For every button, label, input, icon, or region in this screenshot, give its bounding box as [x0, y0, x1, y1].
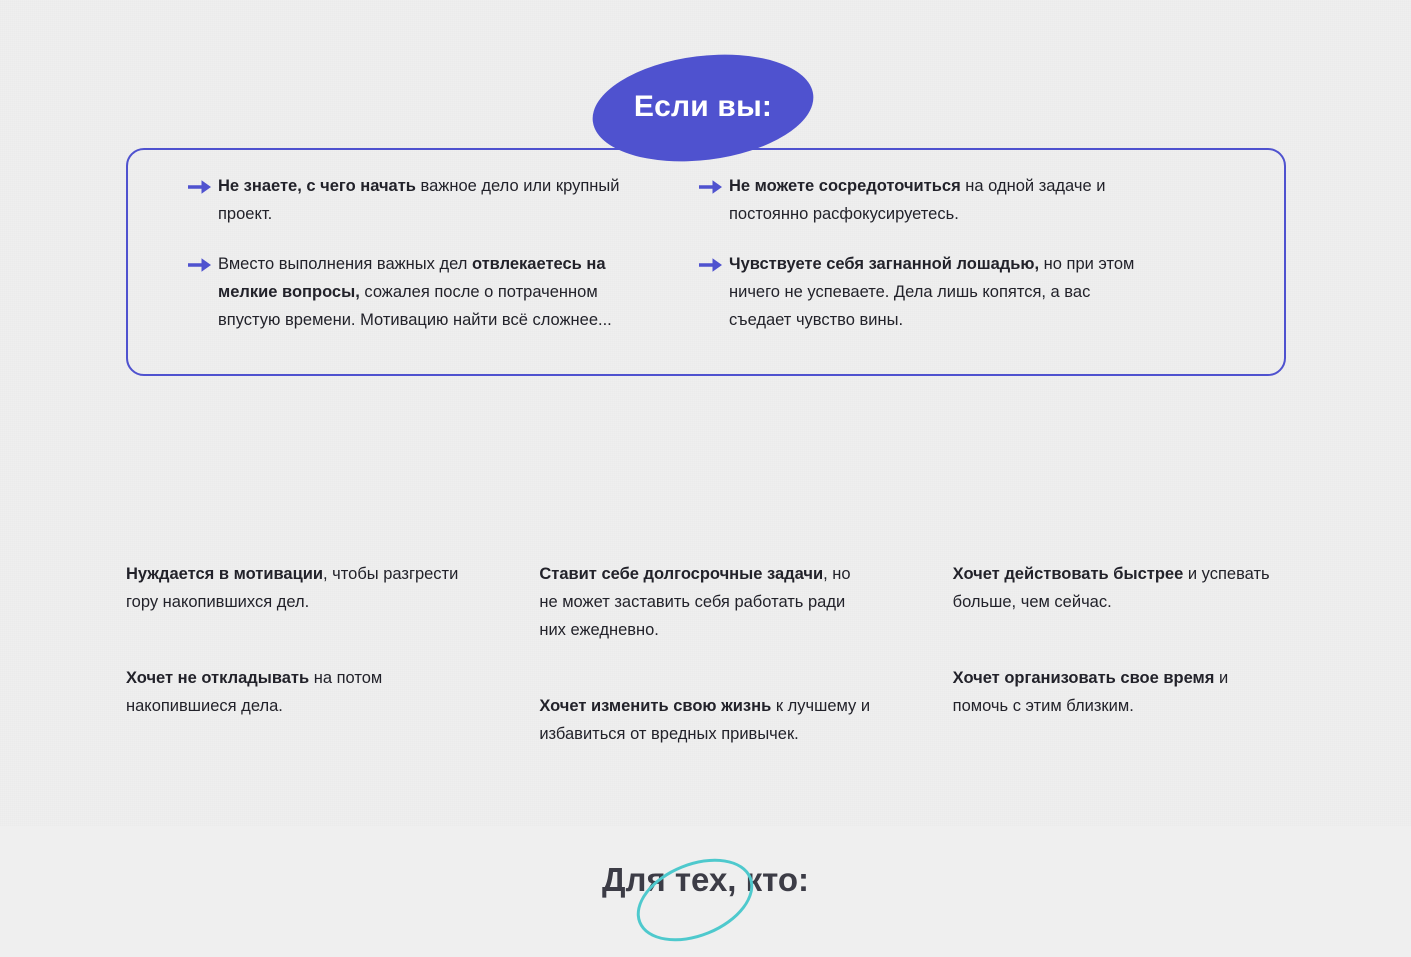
list-item-rest: , но не может заставить себя работать ради них ежедневно. — [539, 565, 851, 639]
list-item-bold: Не можете сосредоточиться — [729, 177, 961, 195]
list-item-bold: Не знаете, с чего начать — [218, 177, 416, 195]
list-item — [699, 172, 1154, 228]
list-item-rest: важное дело или крупный проект. — [218, 177, 620, 223]
list-item-bold: Нуждается в мотивации — [126, 565, 323, 583]
list-item-bold: Ставит себе долгосрочные задачи — [539, 565, 824, 583]
list-item — [126, 560, 459, 616]
teal-ellipse-shape — [625, 843, 766, 957]
list-item-rest: на одной задаче и постоянно расфокусируетесь. — [729, 177, 1106, 223]
list-item-text — [218, 250, 643, 334]
pain-points-column-right — [699, 172, 1154, 356]
pain-points-card — [126, 148, 1286, 376]
list-item-bold: отвлекаетесь на мелкие вопросы, — [218, 255, 606, 301]
list-item — [539, 692, 872, 748]
list-item-rest: на потом накопившиеся дела. — [126, 669, 383, 715]
section2-title: Для тех, кто: — [601, 861, 810, 898]
audience-column-3 — [953, 560, 1286, 796]
list-item-rest: Вместо выполнения важных дел — [218, 255, 472, 273]
list-item — [126, 664, 459, 720]
arrow-right-icon — [188, 178, 218, 196]
list-item — [953, 560, 1286, 616]
list-item-bold: Хочет не откладывать — [126, 669, 310, 687]
pain-points-column-left — [188, 172, 643, 356]
audience-column-2 — [539, 560, 872, 796]
audience-grid — [126, 560, 1286, 796]
list-item-rest: и успевать больше, чем сейчас. — [952, 565, 1270, 611]
list-item-bold: Чувствуете себя загнанной лошадью, — [729, 255, 1040, 273]
audience-column-1 — [126, 560, 459, 796]
arrow-right-icon — [699, 256, 729, 274]
arrow-right-icon — [188, 256, 218, 274]
list-item-rest-2: сожалея после о потраченном впустую времени. Мотивацию найти всё сложнее... — [218, 283, 612, 329]
list-item — [188, 172, 643, 228]
list-item-bold: Хочет организовать свое время — [952, 669, 1215, 687]
list-item-bold: Хочет изменить свою жизнь — [539, 697, 772, 715]
list-item — [953, 664, 1286, 720]
section1-title: Если вы: — [633, 90, 773, 123]
list-item-rest: к лучшему и избавиться от вредных привычек. — [539, 697, 871, 743]
arrow-right-icon — [699, 178, 729, 196]
list-item-text — [729, 250, 1154, 334]
list-item-text — [729, 172, 1154, 228]
list-item — [539, 560, 872, 644]
list-item-text — [218, 172, 643, 228]
list-item — [699, 250, 1154, 334]
list-item — [188, 250, 643, 334]
list-item-rest: и помочь с этим близким. — [952, 669, 1229, 715]
list-item-rest: но при этом ничего не успеваете. Дела лишь копятся, а вас съедает чувство вины. — [729, 255, 1135, 329]
list-item-bold: Хочет действовать быстрее — [952, 565, 1184, 583]
section1-heading — [0, 28, 1411, 138]
list-item-rest: , чтобы разгрести гору накопившихся дел. — [126, 565, 459, 611]
